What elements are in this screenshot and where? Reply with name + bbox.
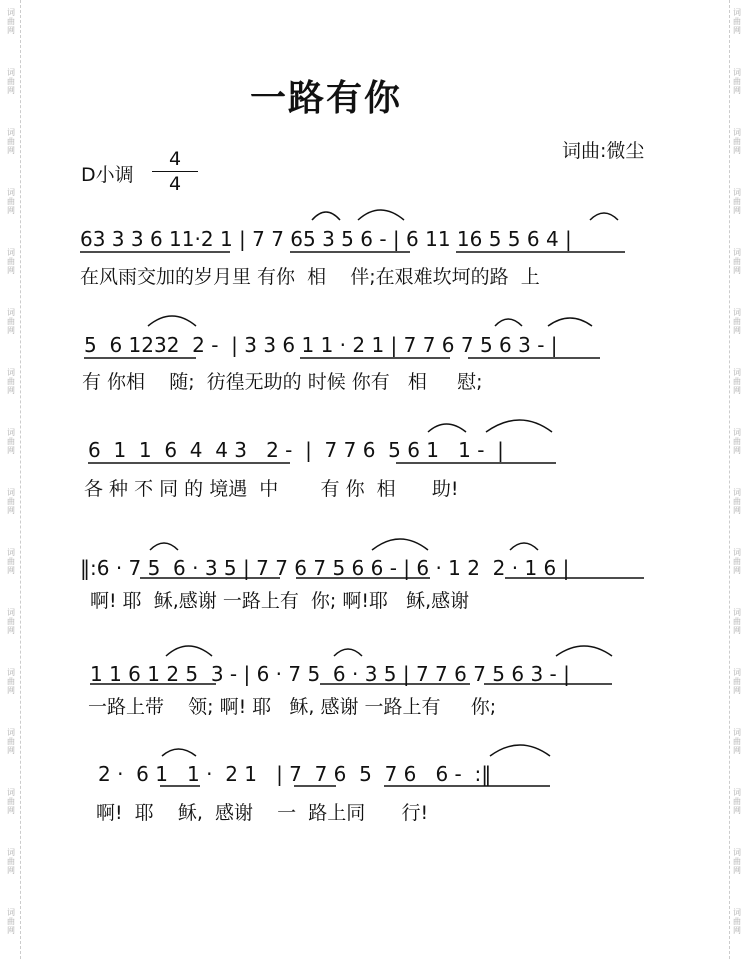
slur (548, 318, 592, 326)
watermark-text: 词曲网 (7, 368, 15, 395)
watermark-text: 词曲网 (7, 8, 15, 35)
watermark-text: 词曲网 (7, 308, 15, 335)
watermark-text: 词曲网 (733, 188, 741, 215)
slur (590, 213, 618, 220)
watermark-text: 词曲网 (7, 848, 15, 875)
watermark-text: 词曲网 (733, 428, 741, 455)
lyrics-line-4: 啊! 耶 稣,感谢 一路上有 你; 啊!耶 稣,感谢 (90, 590, 470, 612)
slur (148, 316, 196, 326)
watermark-text: 词曲网 (733, 908, 741, 935)
notes-line-3: 6 1 1 6 4 4 3 2 - | 7 7 6 5 6 1 1 - | (88, 438, 504, 462)
key-signature: D小调 (81, 164, 134, 186)
time-signature-top: 4 (168, 148, 182, 170)
watermark-text: 词曲网 (733, 788, 741, 815)
watermark-text: 词曲网 (733, 248, 741, 275)
lyrics-line-1: 在风雨交加的岁月里 有你 相 伴;在艰难坎坷的路 上 (80, 266, 540, 288)
watermark-text: 词曲网 (733, 308, 741, 335)
slur (312, 212, 340, 220)
time-signature-bottom: 4 (168, 173, 182, 195)
slur (166, 646, 212, 656)
notes-line-1: 63 3 3 6 11·2 1 | 7 7 65 3 5 6 - | 6 11 16 5 5 6 4 | (80, 227, 572, 251)
lyrics-line-2: 有 你相 随; 彷徨无助的 时候 你有 相 慰; (82, 371, 483, 393)
lyrics-line-5: 一路上带 领; 啊! 耶 稣, 感谢 一路上有 你; (88, 696, 497, 718)
notes-line-4: ‖:6 · 7 5 6 · 3 5 | 7 7 6 7 5 6 6 - | 6 · 1 2 2 · 1 6 | (80, 556, 570, 580)
watermark-text: 词曲网 (733, 608, 741, 635)
watermark-text: 词曲网 (7, 428, 15, 455)
watermark-text: 词曲网 (733, 368, 741, 395)
lyrics-line-6: 啊! 耶 稣, 感谢 一 路上同 行! (96, 802, 429, 824)
watermark-text: 词曲网 (7, 248, 15, 275)
slur (510, 543, 538, 550)
watermark-text: 词曲网 (733, 848, 741, 875)
slur (334, 649, 362, 656)
watermark-text: 词曲网 (7, 668, 15, 695)
notes-line-5: 1 1 6 1 2 5 3 - | 6 · 7 5 6 · 3 5 | 7 7 6 7 5 6 3 - | (90, 662, 570, 686)
watermark-text: 词曲网 (7, 188, 15, 215)
watermark-text: 词曲网 (733, 668, 741, 695)
watermark-text: 词曲网 (7, 608, 15, 635)
slur (150, 543, 178, 550)
slur (486, 420, 552, 432)
watermark-text: 词曲网 (733, 68, 741, 95)
watermark-text: 词曲网 (7, 788, 15, 815)
slur (372, 539, 428, 550)
song-title: 一路有你 (250, 78, 403, 119)
lyrics-line-3: 各 种 不 同 的 境遇 中 有 你 相 助! (84, 478, 459, 500)
watermark-text: 词曲网 (7, 728, 15, 755)
watermark-text: 词曲网 (733, 488, 741, 515)
slur (428, 424, 466, 432)
watermark-text: 词曲网 (733, 548, 741, 575)
notes-line-2: 5 6 1232 2 - | 3 3 6 1 1 · 2 1 | 7 7 6 7 5 6 3 - | (84, 333, 558, 357)
watermark-text: 词曲网 (7, 548, 15, 575)
slur (556, 646, 612, 656)
watermark-text: 词曲网 (7, 488, 15, 515)
credits: 词曲:微尘 (562, 140, 645, 162)
slur (490, 745, 550, 756)
watermark-text: 词曲网 (733, 728, 741, 755)
slur (162, 749, 196, 756)
slur (358, 210, 404, 220)
watermark-text: 词曲网 (7, 68, 15, 95)
watermark-text: 词曲网 (7, 908, 15, 935)
slur (495, 319, 522, 326)
watermark-text: 词曲网 (733, 128, 741, 155)
notes-line-6: 2 · 6 1 1 · 2 1 | 7 7 6 5 7 6 6 - :‖ (98, 762, 492, 786)
watermark-text: 词曲网 (7, 128, 15, 155)
watermark-text: 词曲网 (733, 8, 741, 35)
